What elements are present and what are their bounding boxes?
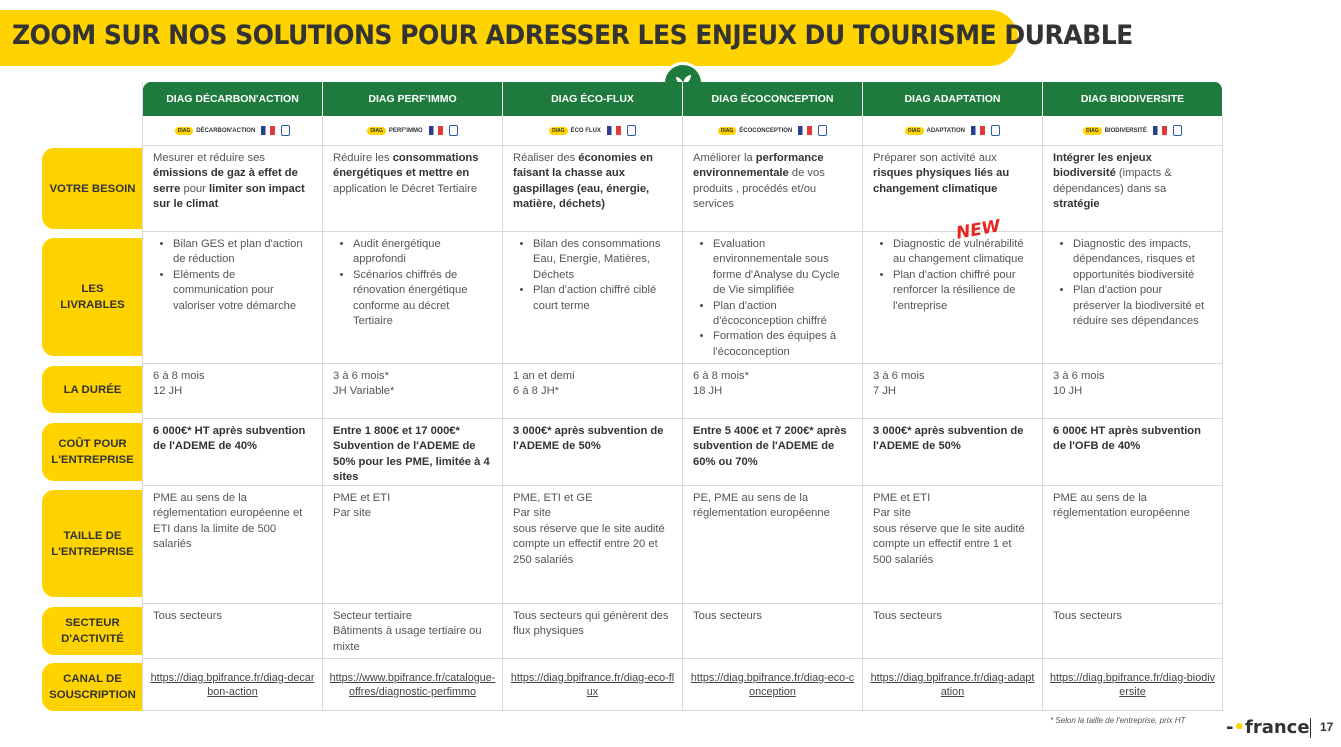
link-perfimmo[interactable]: https://www.bpifrance.fr/catalogue-offres/diagnostic-perfimmo — [329, 671, 496, 698]
link-ecoflux[interactable]: https://diag.bpifrance.fr/diag-eco-flux — [510, 671, 675, 698]
logo-biodiversite: DIAG BIODIVERSITÉ — [1043, 116, 1223, 146]
list-item: • Plan d'action d'écoconception chiffré — [713, 299, 852, 330]
taille-biodiversite: PME au sens de la réglementation européenne — [1043, 486, 1223, 604]
footer-divider — [1310, 718, 1311, 738]
duree-ecoflux: 1 an et demi 6 à 8 JH* — [503, 364, 683, 419]
logo-ecoflux: DIAG ÉCO FLUX — [503, 116, 683, 146]
list-item: • Bilan GES et plan d'action de réduction — [173, 237, 312, 268]
duree-biodiversite: 3 à 6 mois 10 JH — [1043, 364, 1223, 419]
cout-decarbon: 6 000€* HT après subvention de l'ADEME de 40% — [143, 419, 323, 486]
list-item: • Plan d'action pour préserver la biodiversité et réduire ses dépendances — [1073, 283, 1212, 329]
livrables-ecoconception — [683, 232, 863, 364]
cout-adaptation: 3 000€* après subvention de l'ADEME de 50% — [863, 419, 1043, 486]
list-item: • Scénarios chiffrés de rénovation énergétique conforme au décret Tertiaire — [353, 268, 492, 330]
page-number: 17 — [1320, 720, 1334, 734]
canal-ecoconception — [683, 659, 863, 711]
livrables-ecoflux — [503, 232, 683, 364]
logo-adaptation: DIAG ADAPTATION — [863, 116, 1043, 146]
row-label-besoin: VOTRE BESOIN — [42, 148, 143, 229]
list-item: • Diagnostic des impacts, dépendances, risques et opportunités biodiversité — [1073, 237, 1212, 283]
duree-ecoconception: 6 à 8 mois* 18 JH — [683, 364, 863, 419]
link-decarbon[interactable]: https://diag.bpifrance.fr/diag-decarbon-action — [150, 671, 315, 698]
secteur-biodiversite: Tous secteurs — [1043, 604, 1223, 659]
taille-decarbon: PME au sens de la réglementation européenne et ETI dans la limite de 500 salariés — [143, 486, 323, 604]
taille-ecoflux: PME, ETI et GE Par site sous réserve que le site audité compte un effectif entre 20 et 250 salariés — [503, 486, 683, 604]
solutions-table — [142, 82, 1223, 711]
canal-adaptation — [863, 659, 1043, 711]
list-item: • Evaluation environnementale sous forme d'Analyse du Cycle de Vie simplifiée — [713, 237, 852, 299]
logo-decarbon: DIAG DÉCARBON'ACTION — [143, 116, 323, 146]
row-label-canal: CANAL DE SOUSCRIPTION — [42, 663, 143, 711]
besoin-adaptation: Préparer son activité aux risques physiques liés au changement climatique — [863, 146, 1043, 232]
secteur-ecoflux: Tous secteurs qui génèrent des flux physiques — [503, 604, 683, 659]
header-ecoflux: DIAG ÉCO-FLUX — [503, 82, 683, 116]
footnote: * Selon la taille de l'entreprise, prix HT — [1050, 716, 1186, 725]
link-ecoconception[interactable]: https://diag.bpifrance.fr/diag-eco-conception — [690, 671, 855, 698]
cout-ecoconception: Entre 5 400€ et 7 200€* après subvention de l'ADEME de 60% ou 70% — [683, 419, 863, 486]
link-biodiversite[interactable]: https://diag.bpifrance.fr/diag-biodiversite — [1049, 671, 1216, 698]
secteur-adaptation: Tous secteurs — [863, 604, 1043, 659]
list-item: • Formation des équipes à l'écoconception — [713, 329, 852, 360]
besoin-perfimmo: Réduire les consommations énergétiques et mettre en application le Décret Tertiaire — [323, 146, 503, 232]
logo-ecoconception: DIAG ÉCOCONCEPTION — [683, 116, 863, 146]
list-item: • Audit énergétique approfondi — [353, 237, 492, 268]
secteur-decarbon: Tous secteurs — [143, 604, 323, 659]
row-label-cout: COÛT POUR L'ENTREPRISE — [42, 423, 143, 481]
cout-perfimmo: Entre 1 800€ et 17 000€* Subvention de l'ADEME de 50% pour les PME, limitée à 4 sites — [323, 419, 503, 486]
cout-biodiversite: 6 000€ HT après subvention de l'OFB de 40% — [1043, 419, 1223, 486]
duree-adaptation: 3 à 6 mois 7 JH — [863, 364, 1043, 419]
secteur-perfimmo: Secteur tertiaire Bâtiments à usage tertiaire ou mixte — [323, 604, 503, 659]
cout-ecoflux: 3 000€* après subvention de l'ADEME de 50% — [503, 419, 683, 486]
bpifrance-logo: -•france — [1226, 717, 1310, 738]
taille-perfimmo: PME et ETI Par site — [323, 486, 503, 604]
canal-biodiversite — [1043, 659, 1223, 711]
besoin-decarbon: Mesurer et réduire ses émissions de gaz à effet de serre pour limiter son impact sur le climat — [143, 146, 323, 232]
livrables-decarbon — [143, 232, 323, 364]
row-label-livrables: LES LIVRABLES — [42, 238, 143, 356]
besoin-ecoconception: Améliorer la performance environnementale de vos produits , procédés et/ou services — [683, 146, 863, 232]
duree-perfimmo: 3 à 6 mois* JH Variable* — [323, 364, 503, 419]
besoin-biodiversite: Intégrer les enjeux biodiversité (impacts & dépendances) dans sa stratégie — [1043, 146, 1223, 232]
list-item: • Eléments de communication pour valoriser votre démarche — [173, 268, 312, 314]
new-badge: NEW — [954, 216, 1002, 244]
list-item: • Plan d'action chiffré pour renforcer la résilience de l'entreprise — [893, 268, 1032, 314]
list-item: • Bilan des consommations Eau, Energie, Matières, Déchets — [533, 237, 672, 283]
header-adaptation: DIAG ADAPTATION — [863, 82, 1043, 116]
row-label-secteur: SECTEUR D'ACTIVITÉ — [42, 607, 143, 655]
canal-ecoflux — [503, 659, 683, 711]
row-label-taille: TAILLE DE L'ENTREPRISE — [42, 490, 143, 597]
duree-decarbon: 6 à 8 mois 12 JH — [143, 364, 323, 419]
header-decarbon: DIAG DÉCARBON'ACTION — [143, 82, 323, 116]
canal-decarbon — [143, 659, 323, 711]
list-item: • Diagnostic de vulnérabilité au changement climatique — [893, 237, 1032, 268]
livrables-biodiversite — [1043, 232, 1223, 364]
page-title: ZOOM SUR NOS SOLUTIONS POUR ADRESSER LES ENJEUX DU TOURISME DURABLE — [12, 20, 1133, 51]
row-label-duree: LA DURÉE — [42, 366, 143, 413]
header-biodiversite: DIAG BIODIVERSITE — [1043, 82, 1223, 116]
link-adaptation[interactable]: https://diag.bpifrance.fr/diag-adaptation — [870, 671, 1035, 698]
logo-perfimmo: DIAG PERF'IMMO — [323, 116, 503, 146]
taille-ecoconception: PE, PME au sens de la réglementation européenne — [683, 486, 863, 604]
livrables-perfimmo — [323, 232, 503, 364]
taille-adaptation: PME et ETI Par site sous réserve que le site audité compte un effectif entre 1 et 500 salariés — [863, 486, 1043, 604]
list-item: • Plan d'action chiffré ciblé court terme — [533, 283, 672, 314]
secteur-ecoconception: Tous secteurs — [683, 604, 863, 659]
besoin-ecoflux: Réaliser des économies en faisant la chasse aux gaspillages (eau, énergie, matière, déchets) — [503, 146, 683, 232]
livrables-adaptation — [863, 232, 1043, 364]
header-perfimmo: DIAG PERF'IMMO — [323, 82, 503, 116]
canal-perfimmo — [323, 659, 503, 711]
header-ecoconception: DIAG ÉCOCONCEPTION — [683, 82, 863, 116]
